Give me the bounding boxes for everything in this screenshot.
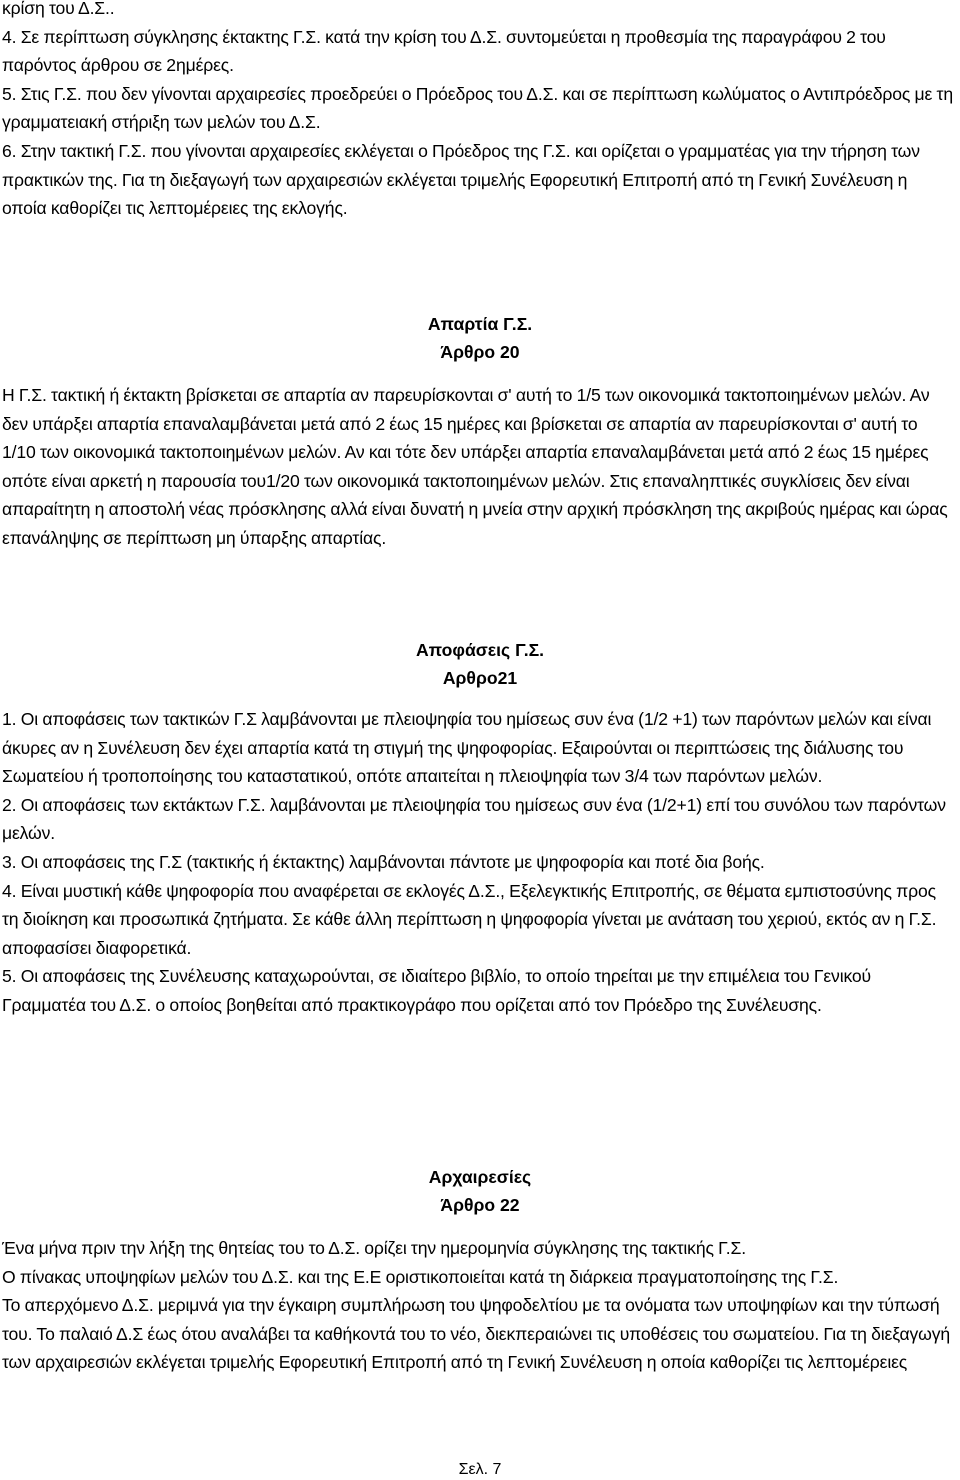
article-20-heading <box>0 310 960 366</box>
list-item: 4. Είναι μυστική κάθε ψηφοφορία που αναφέρεται σε εκλογές Δ.Σ., Εξελεγκτικής Επιτροπής, σε θέματα εμπιστοσύνης προς τη διοίκηση και προσωπικά ζητήματα. Σε κάθε άλλη περίπτωση η ψηφοφορία γίνεται με ανάταση του χεριού, εκτός αν η Γ.Σ. αποφασίσει διαφορετικά. <box>2 880 937 958</box>
paragraph: Ο πίνακας υποψηφίων μελών του Δ.Σ. και της Ε.Ε οριστικοποιείται κατά τη διάρκεια πραγματοποίησης της Γ.Σ. <box>2 1266 839 1287</box>
article-title: Αποφάσεις Γ.Σ. <box>415 640 545 660</box>
article-22-heading <box>0 1163 960 1219</box>
article-number: Αρθρο21 <box>442 668 518 688</box>
paragraph: κρίση του Δ.Σ.. <box>2 0 115 18</box>
article-number: Άρθρο 20 <box>440 342 520 362</box>
article-21-body <box>2 705 954 1020</box>
article-21-heading <box>0 636 960 692</box>
list-item: 5. Οι αποφάσεις της Συνέλευσης καταχωρούνται, σε ιδιαίτερο βιβλίο, το οποίο τηρείται με την επιμέλεια του Γενικού Γραμματέα του Δ.Σ. ο οποίος βοηθείται από πρακτικογράφο που ορίζεται από τον Πρόεδρο της Συνέλευσης. <box>2 966 871 1015</box>
list-item: 2. Οι αποφάσεις των εκτάκτων Γ.Σ. λαμβάνονται με πλειοψηφία του ημίσεως συν ένα (1/2+1) επί του συνόλου των παρόντων μελών. <box>2 794 946 844</box>
paragraph: Το απερχόμενο Δ.Σ. μεριμνά για την έγκαιρη συμπλήρωση του ψηφοδελτίου με τα ονόματα των υποψηφίων και την τύπωσή του. Το παλαιό Δ.Σ έως ότου αναλάβει τα καθήκοντά του το νέο, διεκπεραιώνει τις υποθέσεις του σωματείου. Για τη διεξαγωγή των αρχαιρεσιών εκλέγεται τριμελής Εφορευτική Επιτροπή από τη Γενική Συνέλευση η οποία καθορίζει τις λεπτομέρειες <box>2 1295 950 1373</box>
list-item: 3. Οι αποφάσεις της Γ.Σ (τακτικής ή έκτακτης) λαμβάνονται πάντοτε με ψηφοφορία και ποτέ δια βοής. <box>2 851 765 872</box>
page-number: Σελ. 7 <box>458 1461 502 1478</box>
paragraph: Ένα μήνα πριν την λήξη της θητείας του το Δ.Σ. ορίζει την ημερομηνία σύγκλησης της τακτικής Γ.Σ. <box>2 1238 746 1258</box>
article-number: Άρθρο 22 <box>440 1195 520 1215</box>
article-title: Απαρτία Γ.Σ. <box>427 314 533 334</box>
section-continuation <box>2 0 954 223</box>
paragraph: Η Γ.Σ. τακτική ή έκτακτη βρίσκεται σε απαρτία αν παρευρίσκονται σ' αυτή το 1/5 των οικονομικά τακτοποιημένων μελών. Αν δεν υπάρξει απαρτία επαναλαμβάνεται μετά από 2 έως 15 ημέρες και βρίσκεται σε απαρτία αν παρευρίσκονται σ' αυτή το 1/10 των οικονομικά τακτοποιημένων μελών. Αν και τότε δεν υπάρξει απαρτία επαναλαμβάνεται μετά από 2 έως 15 ημέρες οπότε είναι αρκετή η παρουσία του1/20 των οικονομικά τακτοποιημένων μελών. Στις επαναληπτικές συγκλίσεις δεν είναι απαραίτητη η αποστολή νέας πρόσκλησης αλλά είναι δυνατή η μνεία στην αρχική πρόσκληση της ακριβούς ημέρας και ώρας επανάληψης σε περίπτωση μη ύπαρξης απαρτίας. <box>2 385 948 548</box>
paragraph: 5. Στις Γ.Σ. που δεν γίνονται αρχαιρεσίες προεδρεύει ο Πρόεδρος του Δ.Σ. και σε περίπτωση κωλύματος ο Αντιπρόεδρος με τη γραμματειακή στήριξη των μελών του Δ.Σ. <box>2 83 953 133</box>
article-title: Αρχαιρεσίες <box>428 1167 532 1187</box>
article-20-body <box>2 381 954 553</box>
paragraph: 4. Σε περίπτωση σύγκλησης έκτακτης Γ.Σ. κατά την κρίση του Δ.Σ. συντομεύεται η προθεσμία της παραγράφου 2 του παρόντος άρθρου σε 2ημέρες. <box>2 26 886 76</box>
article-22-body <box>2 1234 954 1377</box>
list-item: 1. Οι αποφάσεις των τακτικών Γ.Σ λαμβάνονται με πλειοψηφία του ημίσεως συν ένα (1/2 +1) των παρόντων μελών και είναι άκυρες αν η Συνέλευση δεν έχει απαρτία κατά τη στιγμή της ψηφοφορίας. Εξαιρούνται οι περιπτώσεις της διάλυσης του Σωματείου ή τροποποίησης του καταστατικού, οπότε απαιτείται η πλειοψηφία των 3/4 των παρόντων μελών. <box>2 709 932 787</box>
paragraph: 6. Στην τακτική Γ.Σ. που γίνονται αρχαιρεσίες εκλέγεται ο Πρόεδρος της Γ.Σ. και ορίζεται ο γραμματέας για την τήρηση των πρακτικών της. Για τη διεξαγωγή των αρχαιρεσιών εκλέγεται τριμελής Εφορευτική Επιτροπή από τη Γενική Συνέλευση η οποία καθορίζει τις λεπτομέρειες της εκλογής. <box>2 140 920 219</box>
